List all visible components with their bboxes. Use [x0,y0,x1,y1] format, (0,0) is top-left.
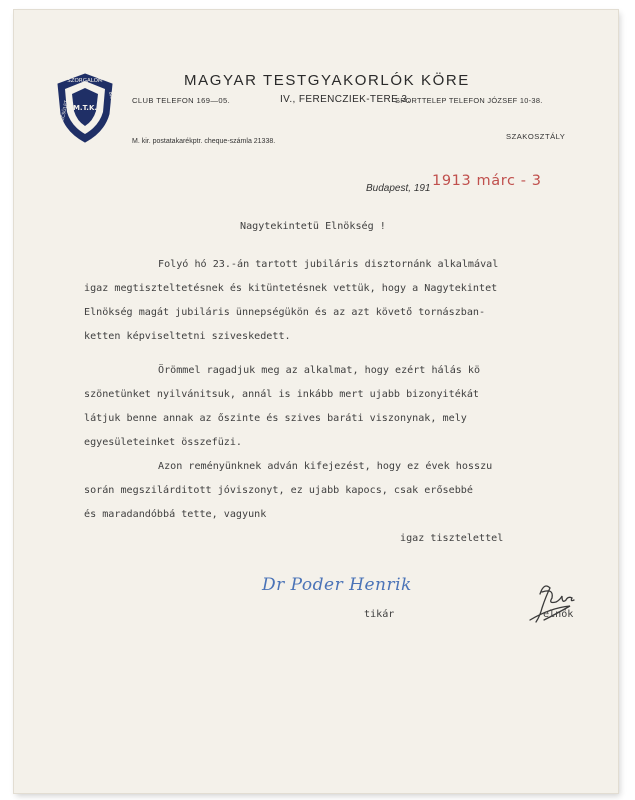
logo-text-right: BARÁTSÁG [107,91,118,117]
body-line: ketten képviseltetni sziveskedett. [84,331,291,342]
president-title: elnök [543,609,574,620]
body-line: egyesületeinket összefüzi. [84,437,243,448]
logo-text-top: SZORGALOM [67,78,103,84]
organization-name: MAGYAR TESTGYAKORLÓK KÖRE [184,72,470,89]
president-signature [526,578,582,630]
cheque-account: M. kir. postatakarékptr. cheque-számla 21338. [132,138,276,145]
date-stamp: 1913 márc - 3 [432,173,542,189]
logo-text-left: BECSÜLET [60,100,70,125]
body-line: igaz megtiszteltetésnek és kitüntetésnek vettük, hogy a Nagytekintet [84,283,498,294]
club-crest-logo [54,72,116,144]
closing-line: igaz tisztelettel [400,533,504,544]
logo-text-center: M.T.K. [72,104,98,112]
body-line: Elnökség magát jubiláris ünnepségükön és az azt követő tornászban- [84,307,486,318]
body-line: során megszilárditott jóviszonyt, ez ujabb kapocs, csak erősebbé [84,485,473,496]
letter-paper [14,10,618,793]
body-line: látjuk benne annak az őszinte és szives baráti viszonynak, mely [84,413,467,424]
department-label: SZAKOSZTÁLY [506,132,566,141]
body-line: Azon reményünknek adván kifejezést, hogy ez évek hosszu [158,461,493,472]
body-line: és maradandóbbá tette, vagyunk [84,509,267,520]
club-phone: CLUB TELEFON 169—05. [132,96,231,105]
dateline-city: Budapest, 191 [366,183,431,194]
club-address: IV., FERENCZIEK-TERE 3. [280,94,411,105]
sport-ground-phone: SPORTTELEP TELEFON JÓZSEF 10-38. [395,96,543,105]
body-line: Folyó hó 23.-án tartott jubiláris disztornánk alkalmával [158,259,499,270]
body-line: Örömmel ragadjuk meg az alkalmat, hogy ezért hálás kö [158,365,481,376]
salutation: Nagytekintetü Elnökség ! [240,221,386,232]
secretary-signature: Dr Poder Henrik [262,575,412,595]
body-line: szönetünket nyilvánitsuk, annál is inkább mert ujabb bizonyitékát [84,389,480,400]
secretary-title: tikár [364,609,395,620]
